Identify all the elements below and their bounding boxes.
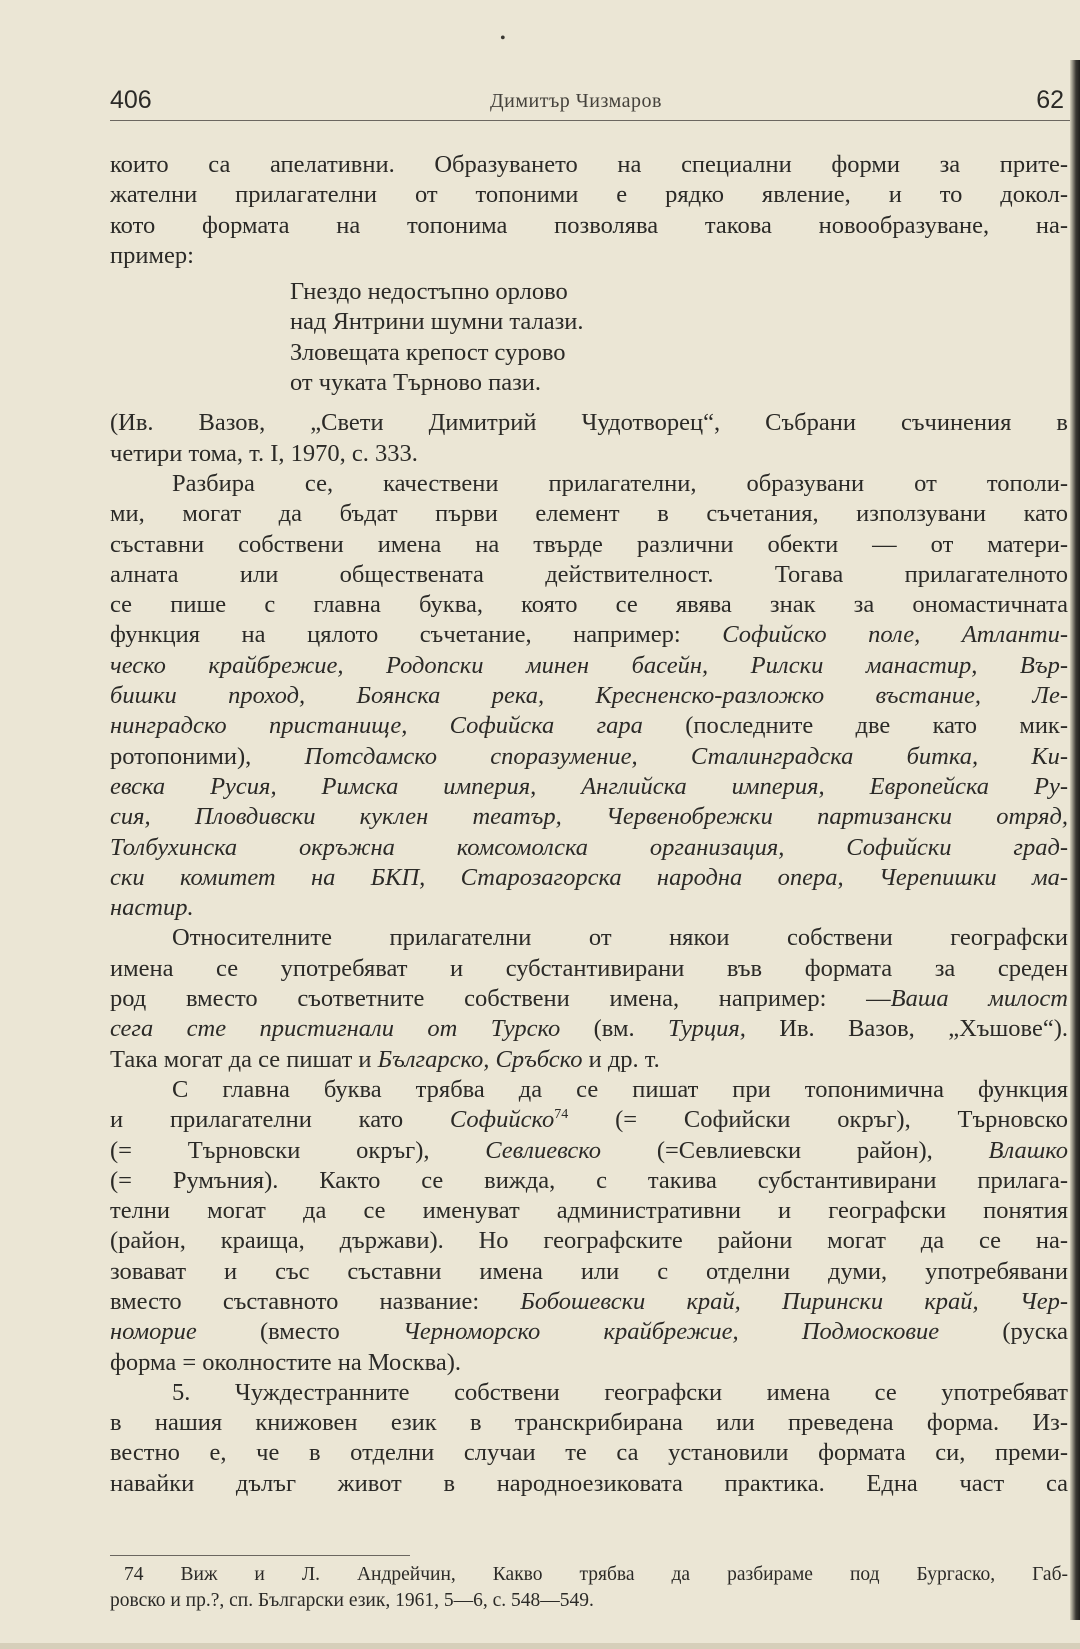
text-run: (= Софийски окръг), Търновско xyxy=(568,1106,1068,1134)
footnote-line xyxy=(124,1562,1068,1588)
text-run: и прилагателни като xyxy=(110,1106,450,1134)
text-run: (=Севлиевски район), xyxy=(601,1136,989,1164)
poem-line: Гнездо недостъпно орлово xyxy=(290,278,568,306)
body-text xyxy=(110,150,1068,1499)
text-line xyxy=(110,893,1068,923)
text-line: имена се употребяват и субстантивирани във формата за среден xyxy=(110,954,1068,982)
text-run: функция на цялото съчетание, например: xyxy=(110,621,723,649)
running-title: Димитър Чизмаров xyxy=(490,90,662,112)
italic-example: бишки проход, Боянска река, Кресненско-разложко въстание, Ле- xyxy=(110,682,1068,710)
text-line: алната или обществената действителност. Тогава прилагателното xyxy=(110,560,1068,588)
footnote-number: 74 xyxy=(124,1564,144,1585)
text-line xyxy=(110,1105,1068,1135)
poem-quote xyxy=(110,277,1068,398)
text-line: пример: xyxy=(110,241,194,269)
text-line xyxy=(110,863,1068,893)
text-line xyxy=(110,651,1068,681)
italic-example: Потсдамско споразумение, Сталинградска битка, Ки- xyxy=(304,742,1068,770)
text-line xyxy=(110,1045,1068,1075)
text-line xyxy=(110,802,1068,832)
text-line xyxy=(110,1317,1068,1347)
text-run: Така могат да се пишат и xyxy=(110,1045,378,1073)
citation-line: (Ив. Вазов, „Свети Димитрий Чудотворец“, Събрани съчинения в xyxy=(110,409,1068,437)
text-line xyxy=(110,742,1068,772)
citation-line: четири тома, т. I, 1970, с. 333. xyxy=(110,439,418,467)
text-line xyxy=(110,772,1068,802)
text-line xyxy=(110,681,1068,711)
text-line xyxy=(110,620,1068,650)
text-run: и др. т. xyxy=(582,1045,660,1073)
italic-example: Турция, xyxy=(668,1015,746,1043)
footnote-divider xyxy=(110,1555,410,1556)
text-run: (последните две като мик- xyxy=(642,712,1068,740)
text-line: Разбира се, качествени прилагателни, образувани от тополи- xyxy=(172,469,1068,497)
italic-example: Българско, Сръбско xyxy=(377,1045,583,1073)
poem-line: от чуката Търново пази. xyxy=(290,369,542,397)
poem-line: Зловещата крепост сурово xyxy=(290,338,566,366)
text-run: (= Търновски окръг), xyxy=(110,1136,486,1164)
page-header xyxy=(110,82,1070,121)
text-line: които са апелативни. Образуването на специални форми за прите- xyxy=(110,151,1068,178)
text-line: 5. Чуждестранните собствени географски имена се употребяват xyxy=(172,1378,1068,1406)
italic-example: Софийско поле, Атланти- xyxy=(722,621,1068,649)
text-run: ротопоними), xyxy=(110,742,305,770)
italic-example: настир. xyxy=(110,894,194,922)
text-line xyxy=(110,711,1068,741)
italic-example: ски комитет на БКП, Старозагорска народна опера, Черепишки ма- xyxy=(110,863,1068,891)
italic-example: евска Русия, Римска империя, Английска империя, Европейска Ру- xyxy=(110,772,1068,800)
italic-example: Толбухинска окръжна комсомолска организация, Софийски град- xyxy=(110,833,1068,861)
italic-example: Бобошевски край, Пирински край, Чер- xyxy=(520,1287,1068,1315)
edge-number: 62 xyxy=(1036,86,1064,114)
text-line: ми, могат да бъдат първи елемент в съчетания, използувани като xyxy=(110,500,1068,528)
italic-example: Севлиевско xyxy=(485,1136,602,1164)
text-run: (руска xyxy=(939,1318,1068,1346)
italic-example: сия, Пловдивски куклен театър, Червенобрежки партизански отряд, xyxy=(110,803,1068,831)
text-line: в нашия книжовен език в транскрибирана или преведена форма. Из- xyxy=(110,1409,1068,1437)
italic-example: Черноморско крайбрежие, Подмосковие xyxy=(403,1318,940,1346)
italic-example: Софийско xyxy=(449,1106,555,1134)
italic-example: сега сте пристигнали от Турско xyxy=(110,1015,561,1043)
text-line: се пише с главна буква, която се явява знак за ономастичната xyxy=(110,591,1068,619)
printer-mark: • xyxy=(500,30,506,47)
text-line: С главна буква трябва да се пишат при топонимична функция xyxy=(172,1075,1068,1103)
text-line xyxy=(110,1014,1068,1044)
text-line xyxy=(110,984,1068,1014)
text-run: Ив. Вазов, „Хъшове“). xyxy=(745,1015,1068,1043)
text-line: форма = околностите на Москва). xyxy=(110,1348,462,1376)
text-line: жателни прилагателни от топоними е рядко явление, и то докол- xyxy=(110,181,1068,209)
footnote-line: ровско и пр.?, сп. Български език, 1961, 5—6, с. 548—549. xyxy=(110,1590,594,1611)
text-line: навайки дълъг живот в народноезиковата практика. Една част са xyxy=(110,1469,1068,1497)
footnote xyxy=(110,1562,1068,1614)
text-line: телни могат да се именуват административни и географски понятия xyxy=(110,1197,1068,1225)
text-run: род вместо съответните собствени имена, например: — xyxy=(110,985,891,1013)
page-number: 406 xyxy=(110,86,152,114)
page-edge-shadow xyxy=(1070,60,1080,1620)
text-line: вестно е, че в отделни случаи те са установили формата си, преми- xyxy=(110,1439,1068,1467)
italic-example: Влашко xyxy=(988,1136,1068,1164)
text-line: (= Румъния). Както се вижда, с такива субстантивирани прилага- xyxy=(110,1166,1068,1194)
text-run: вместо съставното название: xyxy=(110,1287,521,1315)
text-line: кото формата на топонима позволява такова новообразуване, на- xyxy=(110,211,1068,239)
text-line: съставни собствени имена на твърде различни обекти — от матери- xyxy=(110,530,1068,558)
page-bottom-edge xyxy=(0,1643,1080,1649)
text-line xyxy=(110,1287,1068,1317)
poem-line: над Янтрини шумни талази. xyxy=(290,308,584,336)
italic-example: нинградско пристанище, Софийска гара xyxy=(110,712,643,740)
text-line: зовават и със съставни имена или с отделни думи, употребявани xyxy=(110,1257,1068,1285)
text-line: Относителните прилагателни от някои собствени географски xyxy=(172,924,1068,952)
text-run: (вм. xyxy=(560,1015,669,1043)
text-run: (вместо xyxy=(196,1318,404,1346)
italic-example: ческо крайбрежие, Родопски минен басейн, Рилски манастир, Вър- xyxy=(110,651,1068,679)
text-line xyxy=(110,833,1068,863)
text-line: (район, краища, държави). Но географските райони могат да се на- xyxy=(110,1227,1068,1255)
italic-example: номорие xyxy=(110,1318,197,1346)
italic-example: Ваша милост xyxy=(890,985,1068,1013)
text-line xyxy=(110,1136,1068,1166)
footnote-text: Виж и Л. Андрейчин, Какво трябва да разбираме под Бургаско, Габ- xyxy=(143,1564,1068,1585)
footnote-ref[interactable]: 74 xyxy=(554,1107,569,1123)
